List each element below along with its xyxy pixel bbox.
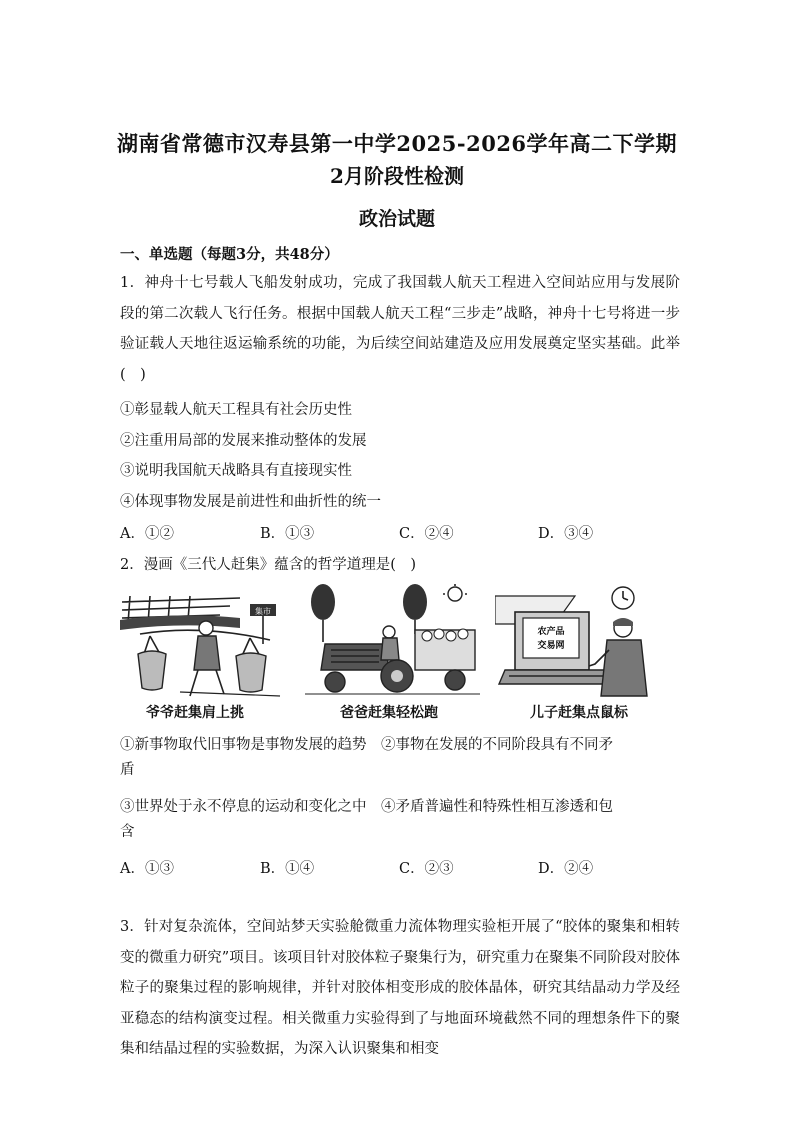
screen-text-line1: 农产品 [537, 627, 565, 637]
father-driving-tractor-illustration [305, 584, 480, 700]
market-sign-text: 集市 [255, 607, 271, 616]
q2-stem: 2．漫画《三代人赶集》蕴含的哲学道理是( ) [120, 557, 417, 573]
exam-title-line1: 湖南省常德市汉寿县第一中学2025-2026学年高二下学期 [116, 131, 678, 156]
caption-father: 爸爸赶集轻松跑 [340, 705, 438, 721]
cartoon-panel-father [305, 584, 480, 704]
caption-son: 儿子赶集点鼠标 [530, 705, 628, 721]
q2-item-line2: ③世界处于永不停息的运动和变化之中 ④矛盾普遍性和特殊性相互渗透和包 [120, 799, 613, 815]
q1-option-a[interactable]: A．①② [120, 526, 174, 542]
cartoon-panel-son [495, 584, 660, 704]
q2-option-a[interactable]: A．①③ [120, 861, 174, 877]
q1-option-c[interactable]: C．②④ [399, 526, 454, 542]
q1-item-2: ②注重用局部的发展来推动整体的发展 [120, 433, 367, 449]
son-clicking-mouse-illustration [495, 584, 660, 700]
q1-stem: 1．神舟十七号载人飞船发射成功，完成了我国载人航天工程进入空间站应用与发展阶段的第二次载人飞行任务。根据中国载人航天工程“三步走”战略，神舟十七号将进一步验证载人天地往返运输系统的功能，为后续空间站建造及应用发展奠定坚实基础。此举( ) [120, 275, 680, 383]
subject-title: 政治试题 [358, 208, 435, 230]
q1-item-3: ③说明我国航天战略具有直接现实性 [120, 463, 352, 479]
q1-option-b[interactable]: B．①③ [260, 526, 315, 542]
screen-text-line2: 交易网 [537, 641, 565, 651]
q2-item-line1: ①新事物取代旧事物是事物发展的趋势 ②事物在发展的不同阶段具有不同矛 [120, 737, 613, 753]
grandpa-carrying-baskets-illustration [120, 584, 285, 700]
q2-option-d[interactable]: D．②④ [538, 861, 594, 877]
q3-stem: 3．针对复杂流体，空间站梦天实验舱微重力流体物理实验柜开展了“胶体的聚集和相转变的微重力研究”项目。该项目针对胶体粒子聚集行为，研究重力在聚集不同阶段对胶体粒子的聚集过程的影响规律，并针对胶体相变形成的胶体晶体，研究其结晶动力学及经亚稳态的结构演变过程。相关微重力实验得到了与地面环境截然不同的理想条件下的聚集和结晶过程的实验数据，为深入认识聚集和相变 [120, 919, 680, 1057]
q2-option-c[interactable]: C．②③ [399, 861, 454, 877]
q2-item-line2-cont: 含 [120, 824, 135, 840]
section-heading: 一、单选题（每题3分，共48分） [120, 246, 339, 263]
cartoon-panel-grandpa [120, 584, 285, 704]
q1-option-d[interactable]: D．③④ [538, 526, 594, 542]
exam-title-line2: 2月阶段性检测 [330, 164, 464, 188]
q1-item-1: ①彰显载人航天工程具有社会历史性 [120, 402, 352, 418]
caption-grandpa: 爷爷赶集肩上挑 [146, 705, 244, 721]
q2-option-b[interactable]: B．①④ [260, 861, 315, 877]
q2-item-line1-cont: 盾 [120, 762, 135, 778]
q1-item-4: ④体现事物发展是前进性和曲折性的统一 [120, 494, 381, 510]
